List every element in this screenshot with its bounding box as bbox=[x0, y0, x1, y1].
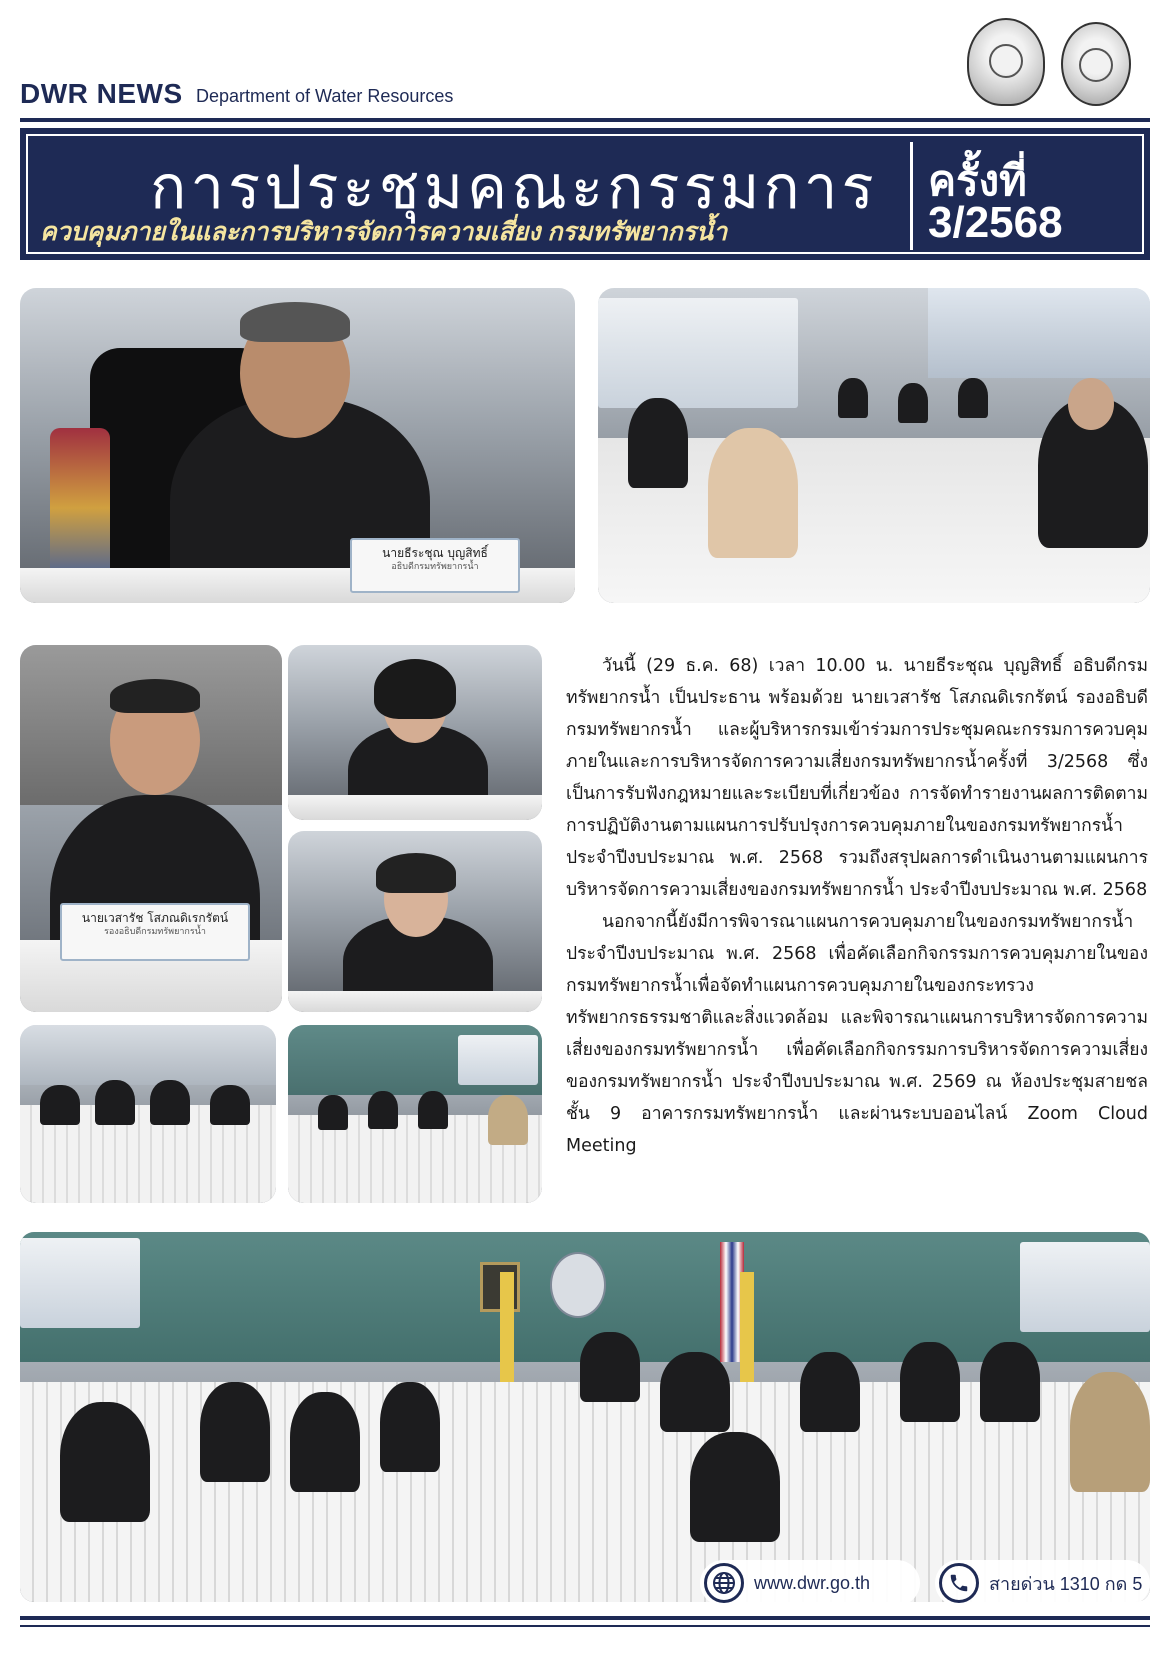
royal-emblem-logo bbox=[967, 18, 1045, 106]
hotline-contact[interactable] bbox=[935, 1560, 1150, 1606]
photo-attendees-row-1 bbox=[20, 1025, 276, 1203]
phone-icon bbox=[939, 1563, 979, 1603]
photo-meeting-room-screen bbox=[598, 288, 1150, 603]
photo-meeting-room-wide bbox=[20, 1232, 1150, 1602]
banner-subtitle: ควบคุมภายในและการบริหารจัดการความเสี่ยง กรมทรัพยากรน้ำ bbox=[40, 218, 728, 246]
photo-director-general bbox=[20, 288, 575, 603]
photo-attendees-row-2 bbox=[288, 1025, 542, 1203]
main-nameplate-name: นายธีระชุณ บุญสิทธิ์ bbox=[382, 546, 488, 560]
session-label: ครั้งที่ bbox=[928, 157, 1027, 204]
globe-icon bbox=[704, 1563, 744, 1603]
session-number: 3/2568 bbox=[928, 198, 1063, 247]
main-nameplate-title: อธิบดีกรมทรัพยากรน้ำ bbox=[391, 561, 479, 572]
banner-divider bbox=[910, 142, 913, 250]
banner-title: การประชุมคณะกรรมการ bbox=[150, 154, 878, 221]
website-link[interactable]: www.dwr.go.th bbox=[754, 1572, 871, 1593]
footer-rule-thin bbox=[20, 1625, 1150, 1627]
department-name: Department of Water Resources bbox=[196, 86, 454, 106]
photo-attendee-woman-1 bbox=[288, 645, 542, 820]
footer-rule-thick bbox=[20, 1616, 1150, 1620]
photo-attendee-woman-2 bbox=[288, 831, 542, 1012]
deputy-nameplate-name: นายเวสารัช โสภณดิเรกรัตน์ bbox=[81, 911, 229, 925]
article-paragraph-2: นอกจากนี้ยังมีการพิจารณาแผนการควบคุมภายในของกรมทรัพยากรน้ำ ประจำปีงบประมาณ พ.ศ. 2568 เพื่อคัดเลือกกิจกรรมการควบคุมภายในของกรมทรัพยากรน้ำเพื่อจัดทำแผนการควบคุมภายในของกระทรวงทรัพยากรธรรมชาติและสิ่งแวดล้อม และพิจารณาแผนการบริหารจัดการความเสี่ยงของกรมทรัพยากรน้ำ เพื่อคัดเลือกกิจกรรมการบริหารจัดการความเสี่ยงของกรมทรัพยากรน้ำ ประจำปีงบประมาณ พ.ศ. 2569 ณ ห้องประชุมสายชล ชั้น 9 อาคารกรมทรัพยากรน้ำ และผ่านระบบออนไลน์ Zoom Cloud Meeting bbox=[566, 912, 1148, 1156]
article-paragraph-1: วันนี้ (29 ธ.ค. 68) เวลา 10.00 น. นายธีระชุณ บุญสิทธิ์ อธิบดีกรมทรัพยากรน้ำ เป็นประธาน พร้อมด้วย นายเวสารัช โสภณดิเรกรัตน์ รองอธิบดีกรมทรัพยากรน้ำ และผู้บริหารกรมเข้าร่วมการประชุมคณะกรรมการควบคุมภายในและการบริหารจัดการความเสี่ยงกรมทรัพยากรน้ำครั้งที่ 3/2568 ซึ่งเป็นการรับฟังกฎหมายและระเบียบที่เกี่ยวข้อง การจัดทำรายงานผลการติดตามการปฏิบัติงานตามแผนการปรับปรุงการควบคุมภายในของกรมทรัพยากรน้ำ ประจำปีงบประมาณ พ.ศ. 2568 รวมถึงสรุปผลการดำเนินงานตามแผนการบริหารจัดการความเสี่ยงของกรมทรัพยากรน้ำ ประจำปีงบประมาณ พ.ศ. 2568 bbox=[566, 656, 1148, 900]
hotline-text: สายด่วน 1310 กด 5 bbox=[989, 1573, 1143, 1594]
department-seal-logo bbox=[1061, 22, 1131, 106]
header-rule bbox=[20, 118, 1150, 122]
article-body bbox=[566, 650, 1148, 1162]
website-contact[interactable] bbox=[700, 1560, 920, 1606]
brand-name: DWR NEWS bbox=[20, 78, 183, 109]
deputy-nameplate-title: รองอธิบดีกรมทรัพยากรน้ำ bbox=[104, 926, 206, 937]
photo-deputy-director bbox=[20, 645, 282, 1012]
